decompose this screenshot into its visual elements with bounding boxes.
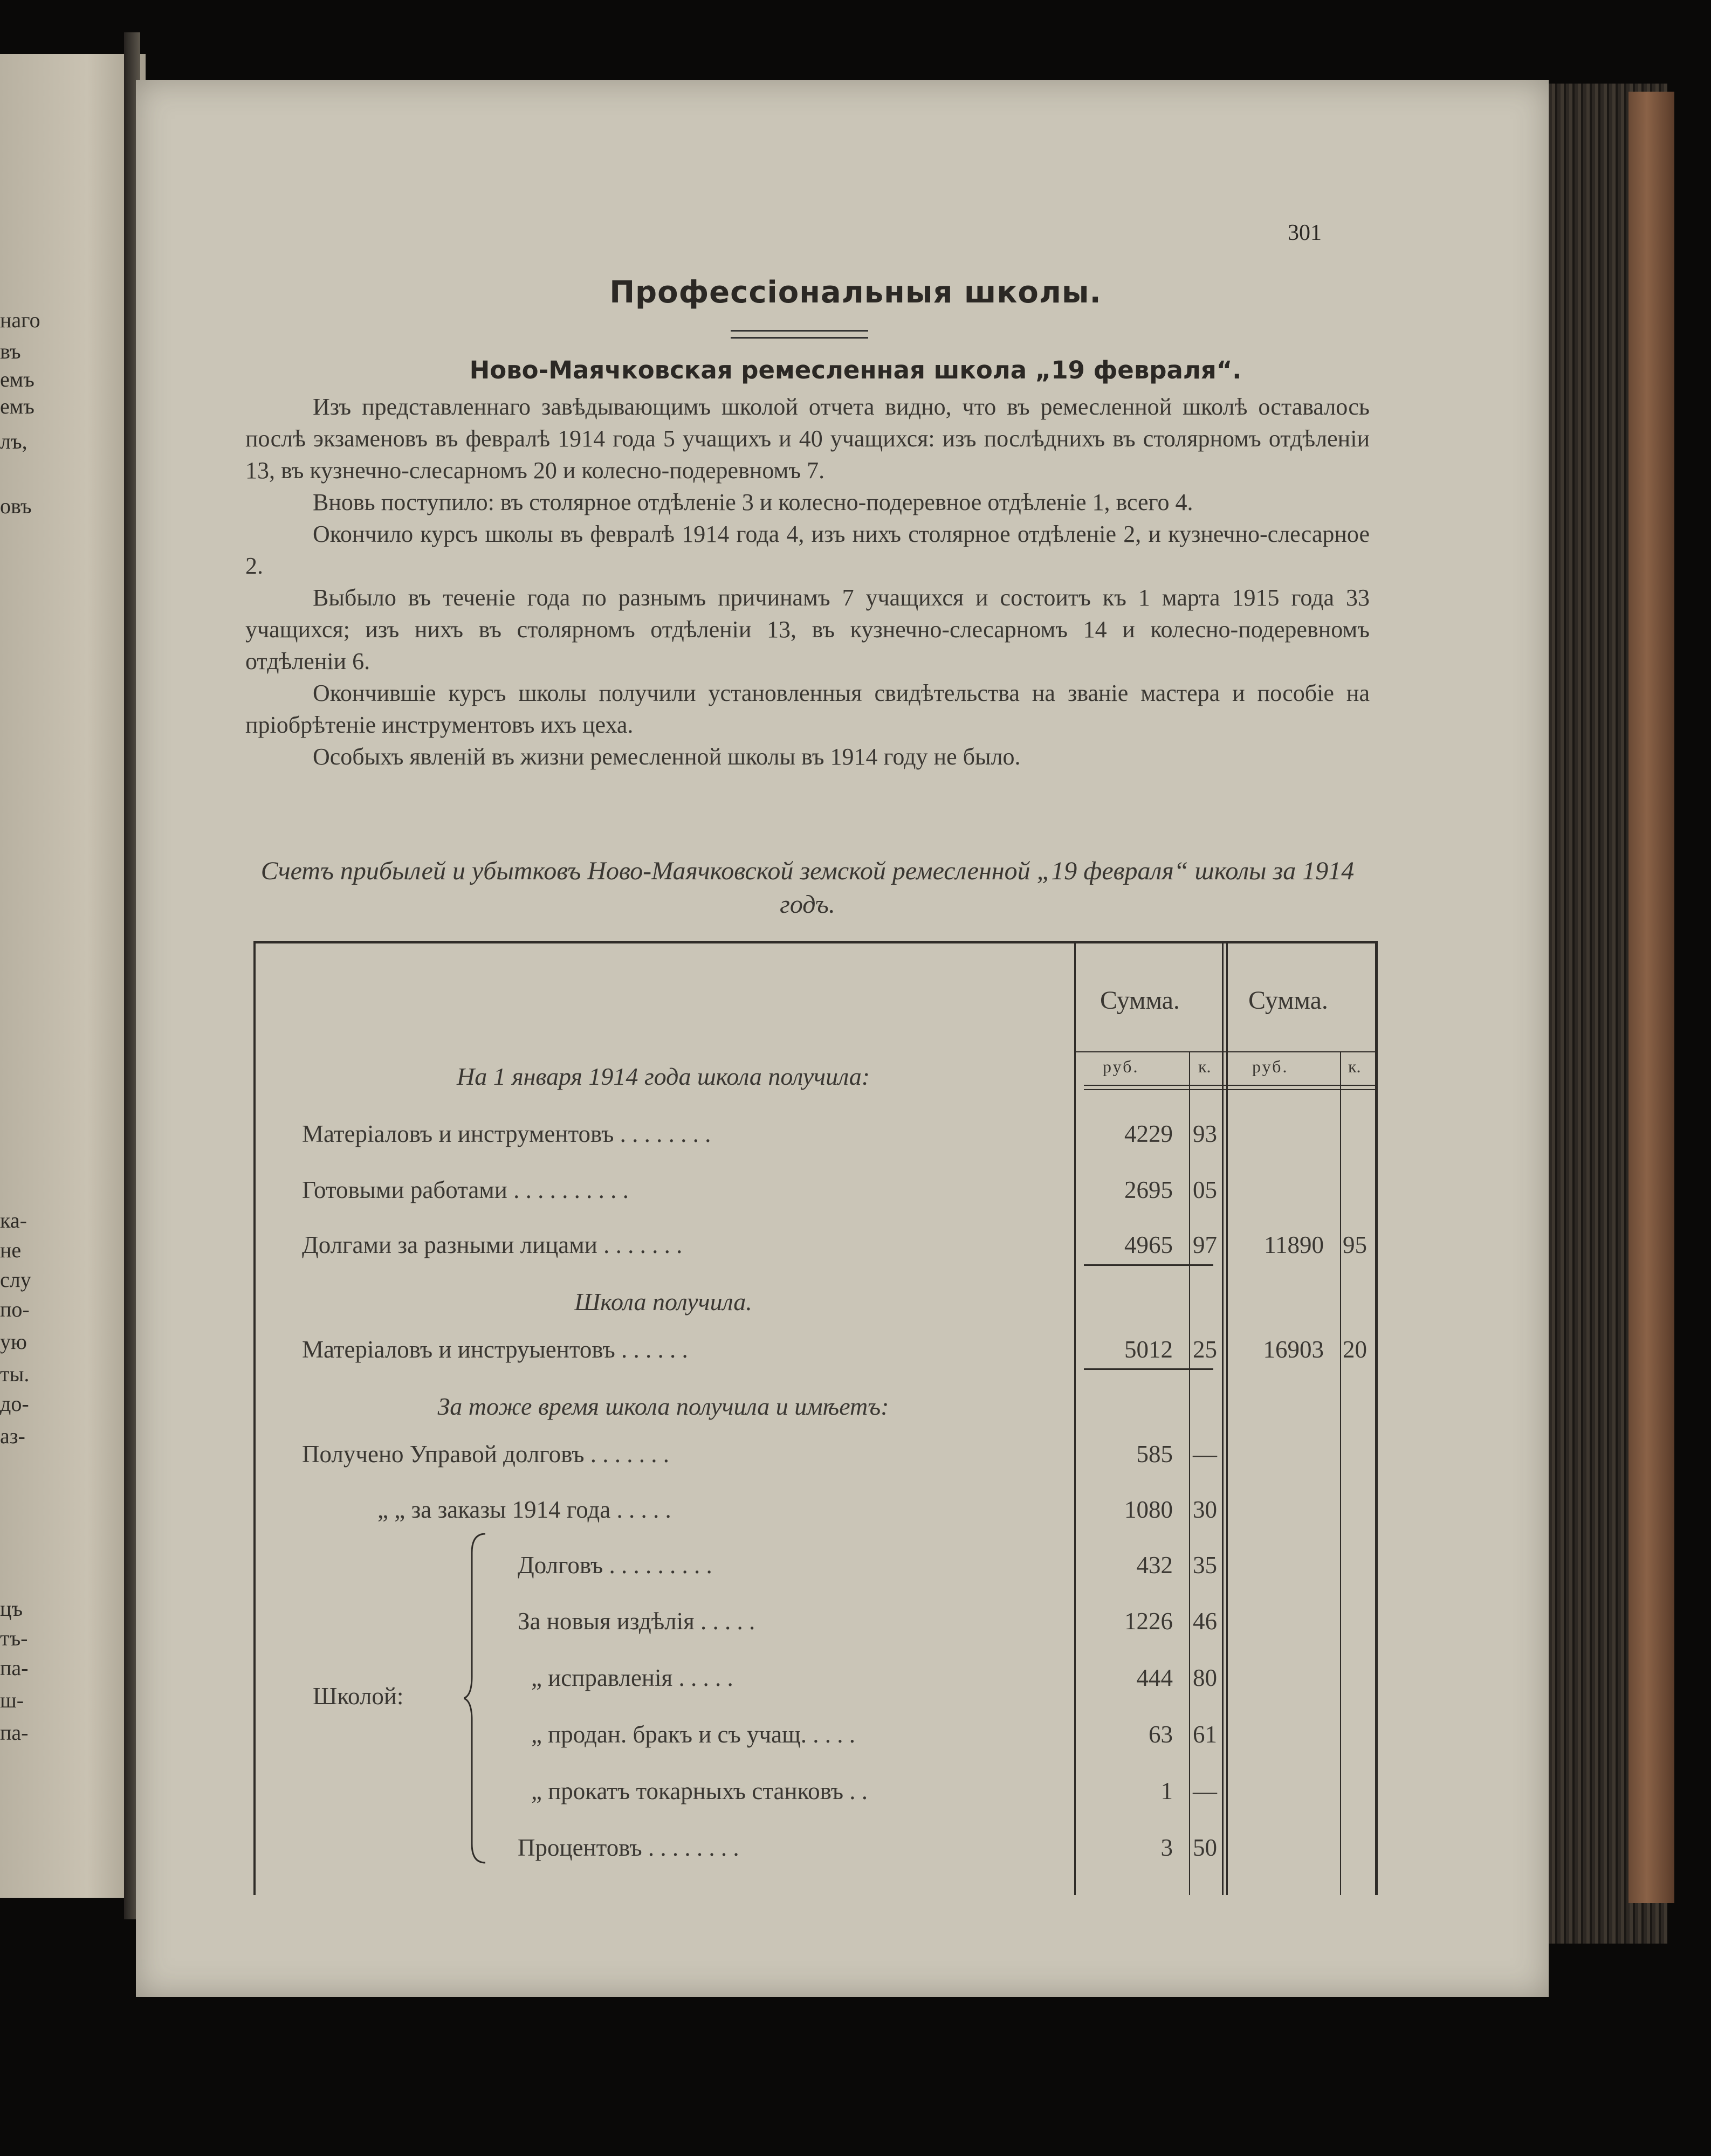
table-row: [253, 1333, 1375, 1366]
row-label: Матеріаловъ и инструыентовъ . . . . . .: [302, 1336, 688, 1363]
row-label: Процентовъ . . . . . . . .: [518, 1834, 739, 1861]
row-label: „ продан. бракъ и съ учащ. . . . .: [531, 1721, 856, 1748]
paragraph: Вновь поступило: въ столярное отдѣленіе 3 и колесно-подеревное отдѣленіе 1, всего 4.: [313, 489, 1193, 515]
rub-value: 585: [1136, 1441, 1173, 1468]
table-row: [253, 1438, 1375, 1470]
table-top-rule: [253, 941, 1375, 943]
rub-header-2: руб.: [1252, 1057, 1289, 1076]
paragraph: Изъ представленнаго завѣдывающимъ школой отчета видно, что въ ремесленной школѣ оставалось послѣ экзаменовъ въ февралѣ 1914 года 5 учащихъ и 40 учащихся: изъ послѣднихъ въ столярномъ отдѣленіи 13, въ кузнечно-слесарномъ 20 и колесно-подеревномъ 7.: [245, 394, 1370, 484]
table-row: [253, 1831, 1375, 1864]
rub-total: 16903: [1263, 1336, 1324, 1363]
table-right-rule: [1375, 941, 1378, 1895]
table-row: [253, 1493, 1375, 1526]
header-rule: [1084, 1085, 1375, 1086]
rub-value: 3: [1160, 1834, 1173, 1861]
left-page-fragment: па-: [0, 1656, 29, 1680]
kop-value: 25: [1193, 1336, 1217, 1363]
rub-value: 1226: [1124, 1608, 1173, 1635]
left-page-fragment: ш-: [0, 1688, 24, 1712]
left-page-fragment: овъ: [0, 494, 32, 518]
rub-value: 1080: [1124, 1496, 1173, 1523]
kop-value: 97: [1193, 1231, 1217, 1258]
row-label: Матеріаловъ и инструментовъ . . . . . . . .: [302, 1120, 711, 1147]
subtotal-rule: [1084, 1368, 1213, 1370]
kop-header-1: к.: [1198, 1057, 1211, 1076]
rub-value: 4229: [1124, 1120, 1173, 1147]
left-page-fragment: лъ,: [0, 429, 28, 453]
rub-value: 1: [1160, 1778, 1173, 1804]
kop-header-2: к.: [1348, 1057, 1361, 1076]
rub-value: 2695: [1124, 1176, 1173, 1203]
rub-header-1: руб.: [1103, 1057, 1139, 1076]
row-label: „ „ за заказы 1914 года . . . . .: [377, 1496, 671, 1523]
row-label: „ прокатъ токарныхъ станковъ . .: [531, 1778, 868, 1804]
section-heading: Школа получила.: [574, 1288, 752, 1315]
left-page-fragment: па-: [0, 1720, 29, 1745]
kop-value: 35: [1193, 1552, 1217, 1579]
section-heading: На 1 января 1914 года школа получила:: [456, 1063, 870, 1090]
left-page-fragment: до-: [0, 1392, 29, 1416]
table-row: [253, 1549, 1375, 1581]
subtotal-rule: [1084, 1264, 1213, 1266]
kop-value: 46: [1193, 1608, 1217, 1635]
kop-total: 20: [1343, 1336, 1367, 1363]
kop-value: 61: [1193, 1721, 1217, 1748]
kop-value: 05: [1193, 1176, 1217, 1203]
table-row: [253, 1662, 1375, 1694]
left-page-fragment: ую: [0, 1330, 27, 1354]
body-text: [245, 391, 1370, 773]
kop-value: —: [1193, 1441, 1217, 1468]
paragraph: Выбыло въ теченіе года по разнымъ причинамъ 7 учащихся и состоитъ къ 1 марта 1915 года 33 учащихся; изъ нихъ въ столярномъ отдѣленіи 13, въ кузнечно-слесарномъ 14 и колесно-подеревномъ отдѣленіи 6.: [245, 584, 1370, 674]
table-row: [253, 1229, 1375, 1261]
kop-value: 50: [1193, 1834, 1217, 1861]
left-page-fragment: емъ: [0, 367, 35, 391]
table-row: [253, 1174, 1375, 1206]
section-heading: За тоже время школа получила и имѣетъ:: [437, 1393, 889, 1420]
left-page-fragment: ты.: [0, 1362, 30, 1386]
table-row: [253, 1118, 1375, 1150]
account-caption: Счетъ прибылей и убытковъ Ново-Маячковской земской ремесленной „19 февраля“ школы за 1914 годъ.: [260, 857, 1355, 919]
rub-value: 444: [1136, 1664, 1173, 1691]
kop-value: 30: [1193, 1496, 1217, 1523]
row-label: За новыя издѣлія . . . . .: [518, 1608, 755, 1635]
ledger-table: [253, 941, 1375, 1895]
page-number: 301: [1288, 221, 1322, 245]
kop-total: 95: [1343, 1231, 1367, 1258]
row-label: Готовыми работами . . . . . . . . . .: [302, 1176, 629, 1203]
left-page-fragment: цъ: [0, 1596, 23, 1621]
rub-value: 5012: [1124, 1336, 1173, 1363]
table-row: [253, 1605, 1375, 1637]
school-title: Ново-Маячковская ремесленная школа „19 февраля“.: [469, 356, 1242, 384]
col-rule: [1074, 941, 1076, 1895]
col-rule: [1226, 941, 1228, 1895]
left-page-fragment: не: [0, 1238, 22, 1262]
col-rule: [1222, 941, 1224, 1895]
kop-value: 93: [1193, 1120, 1217, 1147]
row-label: Долгами за разными лицами . . . . . . .: [302, 1231, 683, 1258]
rub-value: 63: [1149, 1721, 1173, 1748]
paragraph: Особыхъ явленій въ жизни ремесленной школы въ 1914 году не было.: [313, 743, 1021, 770]
row-label: Получено Управой долговъ . . . . . . .: [302, 1441, 670, 1468]
left-page-fragment: наго: [0, 308, 40, 332]
left-page-fragment: слу: [0, 1268, 31, 1292]
brace-label: Школой:: [313, 1683, 404, 1710]
kop-value: 80: [1193, 1664, 1217, 1691]
row-label: Долговъ . . . . . . . . .: [518, 1552, 712, 1579]
rub-value: 4965: [1124, 1231, 1173, 1258]
left-page-fragment: тъ-: [0, 1626, 28, 1650]
table-row: [253, 1775, 1375, 1807]
brace-icon: [464, 1531, 491, 1865]
table-row: [253, 1718, 1375, 1751]
rub-total: 11890: [1264, 1231, 1324, 1258]
row-label: „ исправленія . . . . .: [531, 1664, 733, 1691]
left-page-fragment: емъ: [0, 394, 35, 418]
rub-value: 432: [1136, 1552, 1173, 1579]
main-title: Профессіональныя школы.: [609, 275, 1102, 310]
left-page-fragment: въ: [0, 339, 21, 363]
header-rule: [1084, 1089, 1375, 1090]
left-page-fragment: ка-: [0, 1208, 27, 1232]
left-page-fragment: по-: [0, 1297, 30, 1321]
paragraph: Окончившіе курсъ школы получили установленныя свидѣтельства на званіе мастера и пособіе на пріобрѣтеніе инструментовъ ихъ цеха.: [245, 680, 1370, 738]
kop-value: —: [1193, 1778, 1217, 1804]
paragraph: Окончило курсъ школы въ февралѣ 1914 года 4, изъ нихъ столярное отдѣленіе 2, и кузнечно-слесарное 2.: [245, 521, 1370, 579]
sum-header-1: Сумма.: [1100, 986, 1180, 1015]
title-divider: [731, 330, 868, 339]
left-page-fragment: аз-: [0, 1424, 25, 1448]
header-rule: [1074, 1051, 1375, 1052]
sum-header-2: Сумма.: [1248, 986, 1328, 1015]
